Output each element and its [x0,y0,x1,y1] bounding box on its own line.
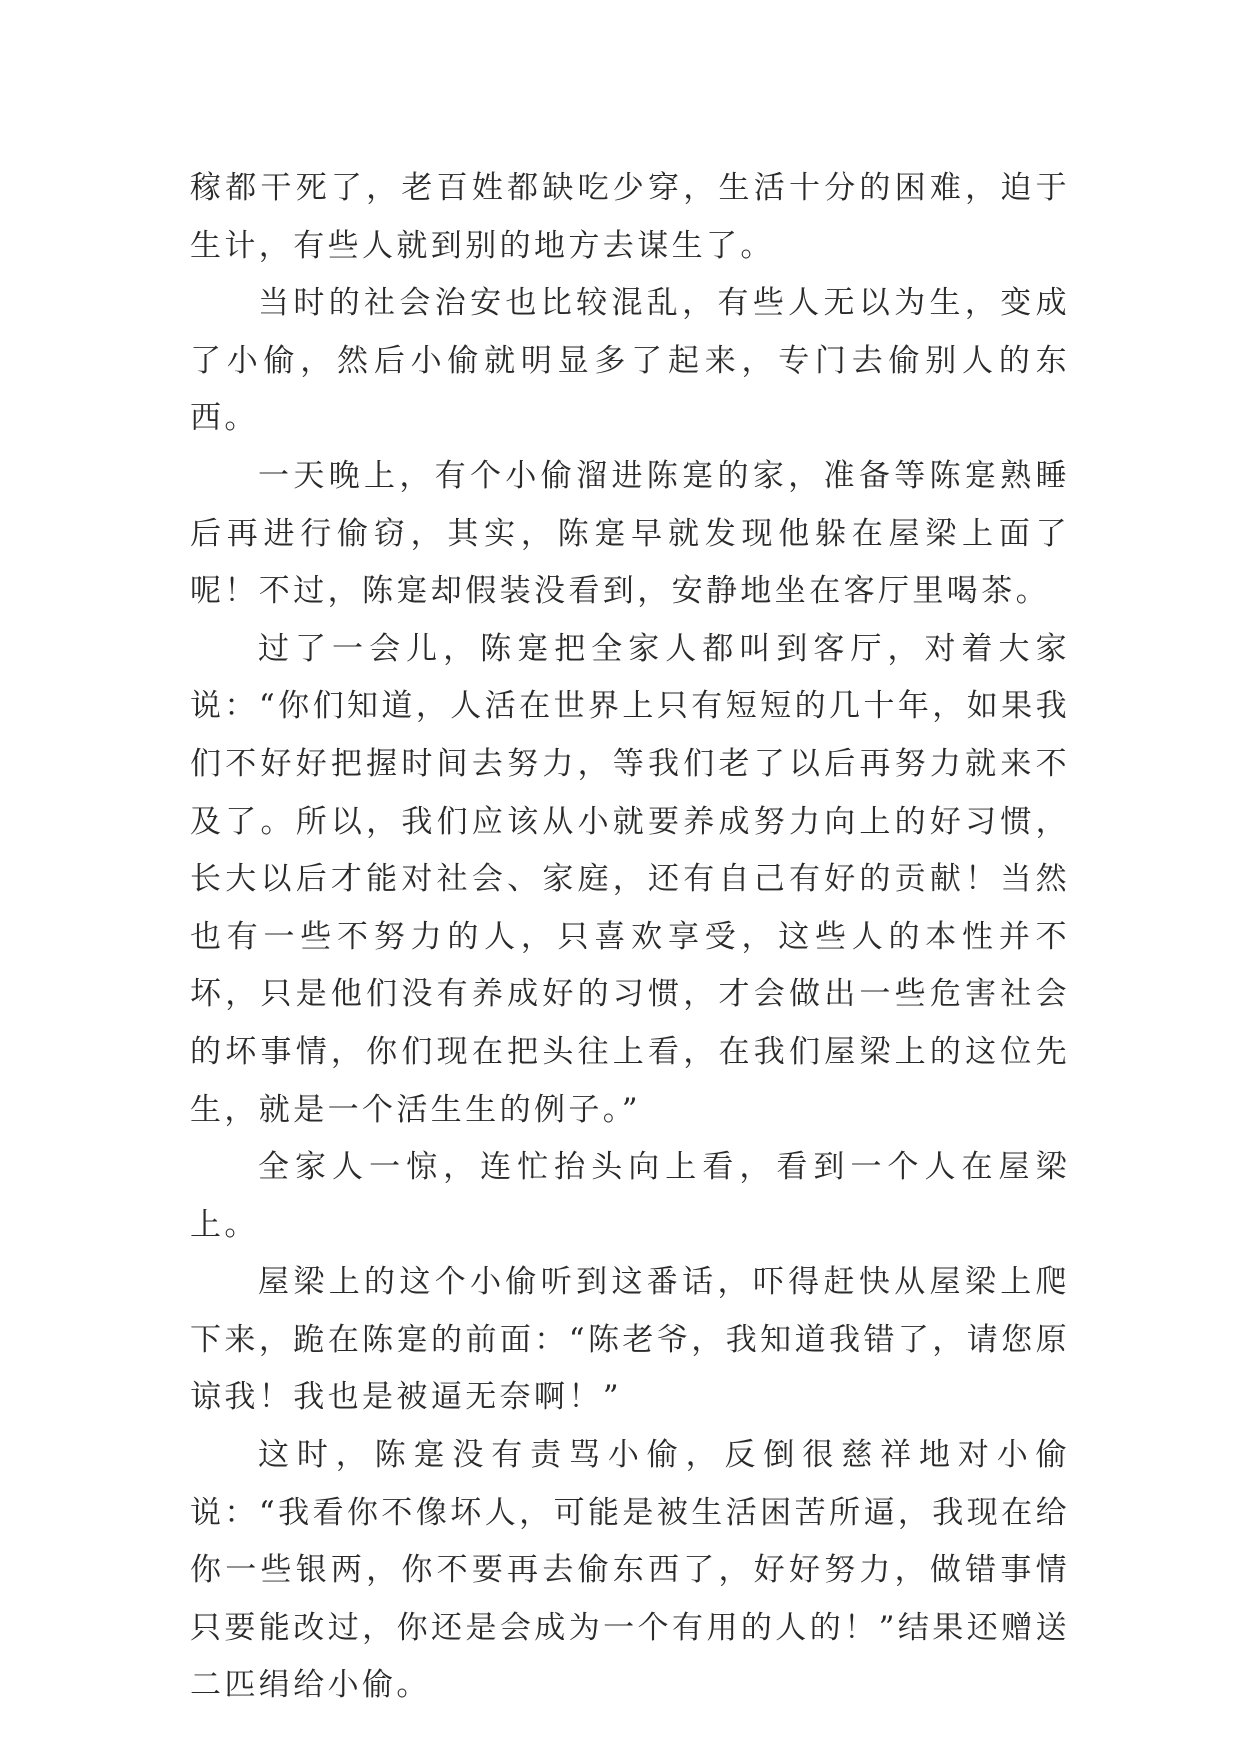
document-body [190,160,1070,1715]
paragraph: 这时，陈寔没有责骂小偷，反倒很慈祥地对小偷说：“我看你不像坏人，可能是被生活困苦所逼，我现在给你一些银两，你不要再去偷东西了，好好努力，做错事情只要能改过，你还是会成为一个有用的人的！”结果还赠送二匹绢给小偷。 [190,1437,1070,1704]
paragraph: 当时的社会治安也比较混乱，有些人无以为生，变成了小偷，然后小偷就明显多了起来，专门去偷别人的东西。 [190,285,1070,437]
paragraph: 屋梁上的这个小偷听到这番话，吓得赶快从屋梁上爬下来，跪在陈寔的前面：“陈老爷，我知道我错了，请您原谅我！我也是被逼无奈啊！” [190,1264,1070,1416]
paragraph: 一天晚上，有个小偷溜进陈寔的家，准备等陈寔熟睡后再进行偷窃，其实，陈寔早就发现他躲在屋梁上面了呢！不过，陈寔却假装没看到，安静地坐在客厅里喝茶。 [190,457,1070,610]
paragraph-continued: 稼都干死了，老百姓都缺吃少穿，生活十分的困难，迫于生计，有些人就到别的地方去谋生了。 [190,170,1070,264]
paragraph: 过了一会儿，陈寔把全家人都叫到客厅，对着大家说：“你们知道，人活在世界上只有短短的几十年，如果我们不好好把握时间去努力，等我们老了以后再努力就来不及了。所以，我们应该从小就要养成努力向上的好习惯，长大以后才能对社会、家庭，还有自己有好的贡献！当然也有一些不努力的人，只喜欢享受，这些人的本性并不坏，只是他们没有养成好的习惯，才会做出一些危害社会的坏事情，你们现在把头往上看，在我们屋梁上的这位先生，就是一个活生生的例子。” [190,630,1070,1128]
paragraph: 全家人一惊，连忙抬头向上看，看到一个人在屋梁上。 [190,1149,1070,1243]
